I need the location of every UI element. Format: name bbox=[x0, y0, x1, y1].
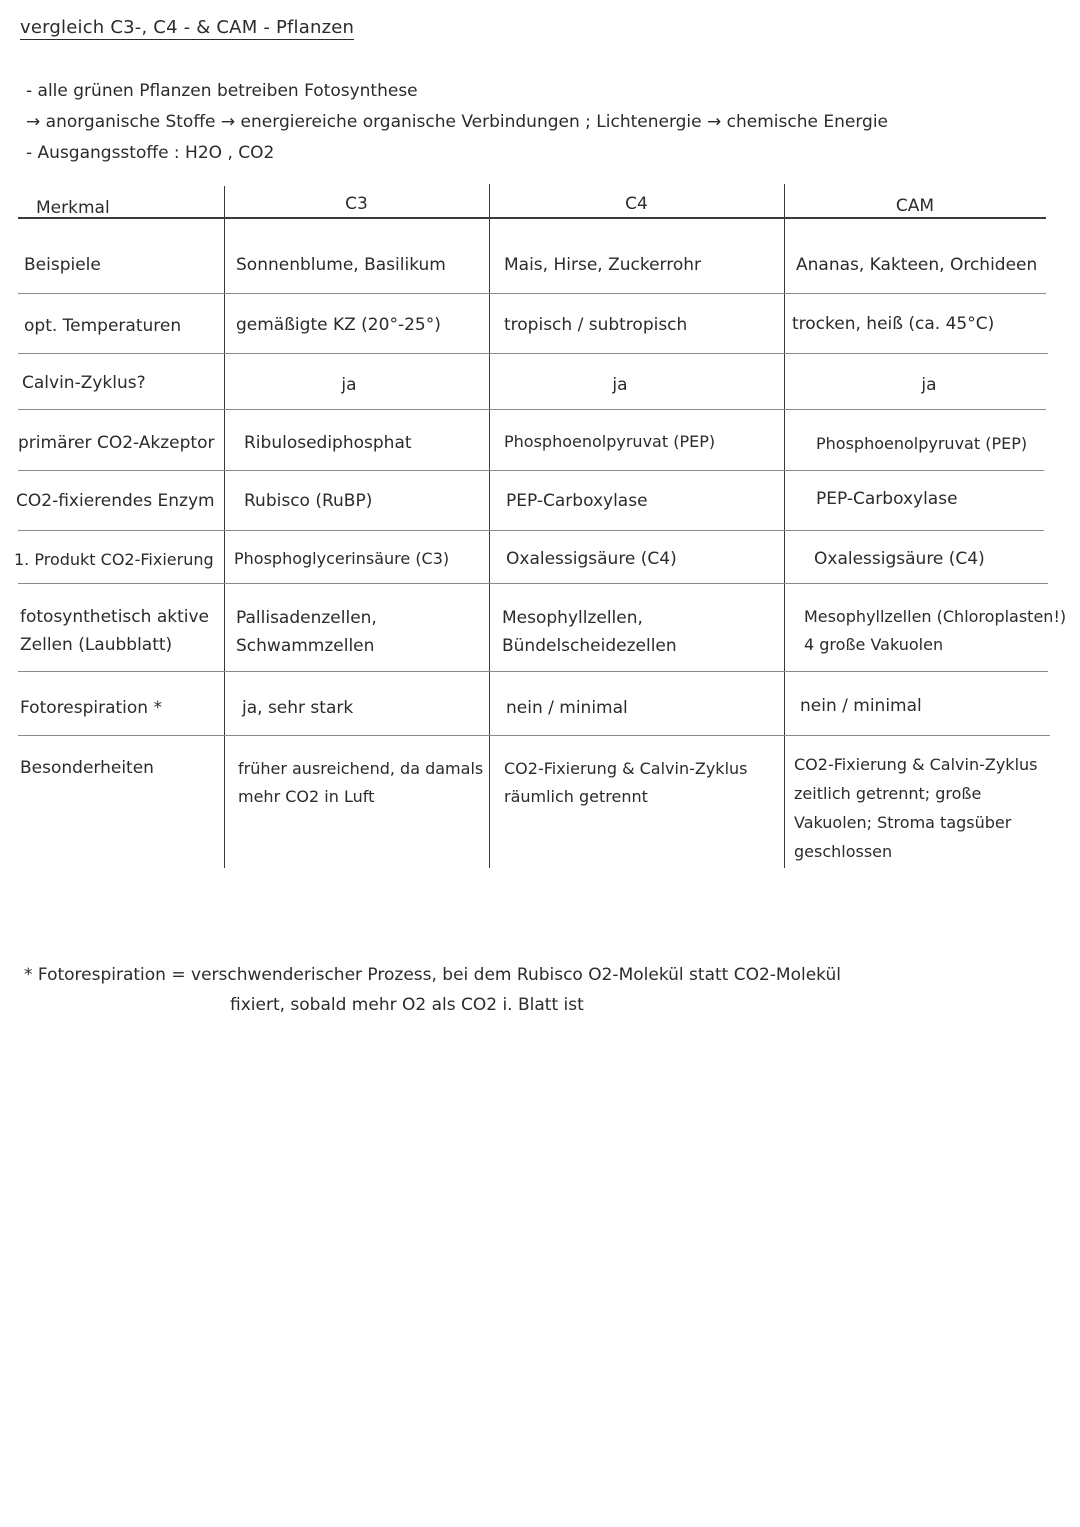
cell-line: Vakuolen; Stroma tagsüber bbox=[794, 813, 1012, 832]
row-label: CO2-fixierendes Enzym bbox=[16, 491, 215, 511]
cell-c3: gemäßigte KZ (20°-25°) bbox=[236, 315, 441, 335]
cell-c4 bbox=[502, 604, 677, 660]
cell-cam: trocken, heiß (ca. 45°C) bbox=[792, 314, 995, 334]
intro-line: - alle grünen Pflanzen betreiben Fotosynthese bbox=[26, 81, 418, 101]
cell-cam: PEP-Carboxylase bbox=[816, 489, 958, 509]
header-c3: C3 bbox=[345, 194, 368, 214]
cell-line: Bündelscheidezellen bbox=[502, 636, 677, 656]
intro-line: → anorganische Stoffe → energiereiche organische Verbindungen ; Lichtenergie → chemische Energie bbox=[26, 112, 889, 132]
row-label: Besonderheiten bbox=[20, 758, 154, 778]
cell-cam bbox=[794, 750, 1038, 866]
cell-line: früher ausreichend, da damals bbox=[238, 759, 484, 778]
footnote-line: fixiert, sobald mehr O2 als CO2 i. Blatt ist bbox=[230, 995, 584, 1015]
column-divider bbox=[224, 186, 225, 868]
cell-line: CO2-Fixierung & Calvin-Zyklus bbox=[504, 759, 748, 778]
cell-c3: ja bbox=[341, 375, 357, 395]
footnote bbox=[24, 960, 841, 1020]
cell-line: Mesophyllzellen, bbox=[502, 608, 643, 628]
row-label bbox=[20, 603, 209, 659]
column-divider bbox=[489, 184, 490, 868]
cell-c4: Mais, Hirse, Zuckerrohr bbox=[504, 255, 702, 275]
row-label: 1. Produkt CO2-Fixierung bbox=[14, 550, 214, 569]
row-divider bbox=[18, 671, 1048, 672]
row-divider bbox=[18, 353, 1048, 354]
cell-line: Schwammzellen bbox=[236, 636, 375, 656]
cell-cam: nein / minimal bbox=[800, 696, 922, 716]
cell-line: zeitlich getrennt; große bbox=[794, 784, 982, 803]
intro-line: - Ausgangsstoffe : H2O , CO2 bbox=[26, 143, 275, 163]
cell-c4: ja bbox=[612, 375, 628, 395]
row-label: Beispiele bbox=[24, 255, 101, 275]
row-label: Fotorespiration * bbox=[20, 698, 162, 718]
cell-cam: ja bbox=[921, 375, 937, 395]
cell-c4: Phosphoenolpyruvat (PEP) bbox=[504, 432, 716, 451]
row-label: opt. Temperaturen bbox=[24, 316, 182, 336]
cell-c3 bbox=[236, 604, 377, 660]
cell-cam: Oxalessigsäure (C4) bbox=[814, 549, 985, 569]
row-label: primärer CO2-Akzeptor bbox=[18, 433, 215, 453]
cell-c3: Phosphoglycerinsäure (C3) bbox=[234, 549, 450, 568]
cell-c4: nein / minimal bbox=[506, 698, 628, 718]
cell-c3: Sonnenblume, Basilikum bbox=[236, 255, 446, 275]
row-divider bbox=[18, 470, 1044, 471]
cell-cam: Phosphoenolpyruvat (PEP) bbox=[816, 434, 1028, 453]
cell-c3: Ribulosediphosphat bbox=[244, 433, 412, 453]
cell-c4 bbox=[504, 755, 748, 811]
row-label-line: fotosynthetisch aktive bbox=[20, 607, 209, 627]
row-divider bbox=[18, 735, 1050, 736]
cell-c4: Oxalessigsäure (C4) bbox=[506, 549, 677, 569]
cell-line: räumlich getrennt bbox=[504, 787, 648, 806]
row-label: Calvin-Zyklus? bbox=[22, 373, 146, 393]
cell-c3 bbox=[238, 755, 483, 811]
footnote-line: * Fotorespiration = verschwenderischer Prozess, bei dem Rubisco O2-Molekül statt CO2-Molekül bbox=[24, 965, 841, 985]
cell-line: Pallisadenzellen, bbox=[236, 608, 377, 628]
page-title: vergleich C3-, C4 - & CAM - Pflanzen bbox=[20, 17, 355, 38]
column-divider bbox=[784, 184, 785, 868]
cell-line: CO2-Fixierung & Calvin-Zyklus bbox=[794, 755, 1038, 774]
row-divider bbox=[18, 293, 1046, 294]
header-cam: CAM bbox=[895, 196, 935, 216]
cell-line: Mesophyllzellen (Chloroplasten!) bbox=[804, 607, 1067, 626]
row-divider bbox=[18, 530, 1044, 531]
cell-line: mehr CO2 in Luft bbox=[238, 787, 375, 806]
cell-c3: Rubisco (RuBP) bbox=[244, 491, 373, 511]
cell-c4: tropisch / subtropisch bbox=[504, 315, 688, 335]
cell-cam bbox=[804, 603, 1066, 659]
row-divider bbox=[18, 583, 1048, 584]
header-c4: C4 bbox=[625, 194, 648, 214]
row-label-line: Zellen (Laubblatt) bbox=[20, 635, 173, 655]
cell-line: 4 große Vakuolen bbox=[804, 635, 944, 654]
row-divider bbox=[18, 409, 1046, 410]
cell-cam: Ananas, Kakteen, Orchideen bbox=[796, 255, 1038, 275]
cell-c3: ja, sehr stark bbox=[242, 698, 354, 718]
header-merkmal: Merkmal bbox=[36, 198, 110, 218]
cell-c4: PEP-Carboxylase bbox=[506, 491, 648, 511]
cell-line: geschlossen bbox=[794, 842, 893, 861]
